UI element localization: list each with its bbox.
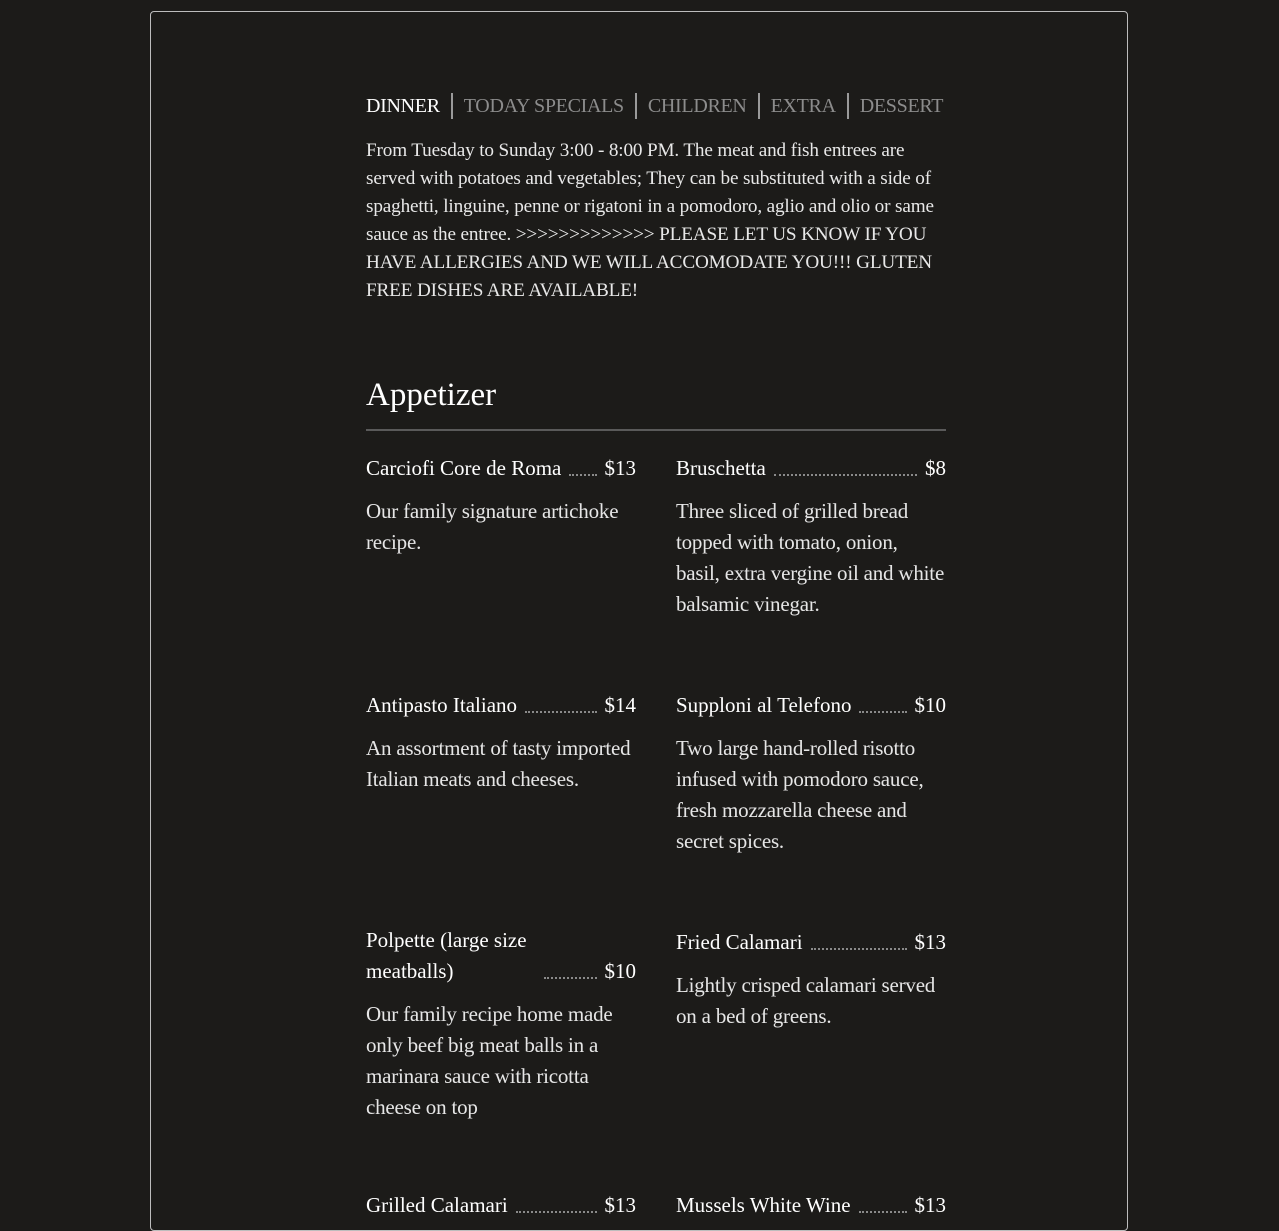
dotted-leader [525,711,596,713]
menu-item [366,925,636,1123]
tab-extra[interactable]: EXTRA [770,94,836,117]
menu-item-description: Our family signature artichoke recipe. [366,499,619,554]
menu-item-description: An assortment of tasty imported Italian meats and cheeses. [366,736,631,791]
menu-item-name: Supploni al Telefono [676,693,852,717]
section-title: Appetizer [366,373,946,431]
menu-item-price: $13 [604,456,636,480]
menu-item-description: Three sliced of grilled bread topped with tomato, onion, basil, extra vergine oil and white balsamic vinegar. [676,499,945,616]
menu-item-header [366,453,636,484]
dotted-leader [516,1211,597,1213]
tab-dessert[interactable]: DESSERT [859,94,944,117]
menu-item-header [366,925,636,987]
menu-item-name: Antipasto Italiano [366,693,518,717]
menu-item-name: Carciofi Core de Roma [366,456,562,480]
menu-item-header [366,1190,636,1221]
menu-item-price: $10 [914,693,946,717]
menu-item-header [676,927,946,958]
menu-item-name: Mussels White Wine [676,1193,851,1217]
menu-item [366,1190,636,1221]
menu-item-header [676,453,946,484]
menu-content [366,90,946,1217]
menu-item-name: Grilled Calamari [366,1193,508,1217]
menu-item-price: $8 [925,456,946,480]
menu-item-price: $10 [604,959,636,983]
menu-item [676,1190,946,1221]
dotted-leader [569,474,596,476]
menu-item-description: Two large hand-rolled risotto infused with pomodoro sauce, fresh mozzarella cheese and secret spices. [676,736,924,853]
menu-item-header [676,1190,946,1221]
dotted-leader [774,474,917,476]
tab-children[interactable]: CHILDREN [647,94,747,117]
menu-intro-text: From Tuesday to Sunday 3:00 - 8:00 PM. The meat and fish entrees are served with potatoes and vegetables; They can be substituted with a side of spaghetti, linguine, penne or rigatoni in a pomodoro, aglio and olio or same sauce as the entree. >>>>>>>>>>>>> PLEASE LET US KNOW IF YOU HAVE ALLERGIES AND WE WILL ACCOMODATE YOU!!! GLUTEN FREE DISHES ARE AVAILABLE! [366,140,934,301]
tab-today-specials[interactable]: TODAY SPECIALS [463,94,624,117]
tab-divider [847,93,849,119]
menu-item [676,453,946,620]
dotted-leader [544,977,597,979]
dotted-leader [859,711,906,713]
dotted-leader [859,1211,907,1213]
menu-item-name: Polpette (large size meatballs) [366,928,527,983]
tab-divider [451,93,453,119]
menu-item-description: Lightly crisped calamari served on a bed of greens. [676,973,936,1028]
menu-item-price: $13 [914,1193,946,1217]
menu-item-header [366,690,636,721]
menu-item-description: Our family recipe home made only beef big meat balls in a marinara sauce with ricotta cheese on top [366,1002,613,1119]
tab-divider [635,93,637,119]
tab-divider [758,93,760,119]
menu-item [366,453,636,558]
menu-item-price: $14 [604,693,636,717]
menu-tabs [366,90,946,122]
menu-item-name: Fried Calamari [676,930,803,954]
menu-item [366,690,636,795]
tab-dinner[interactable]: DINNER [366,94,440,117]
menu-item [676,690,946,857]
dotted-leader [811,948,907,950]
menu-item-price: $13 [914,930,946,954]
menu-item-price: $13 [604,1193,636,1217]
menu-item-name: Bruschetta [676,456,766,480]
menu-item [676,927,946,1032]
menu-item-header [676,690,946,721]
